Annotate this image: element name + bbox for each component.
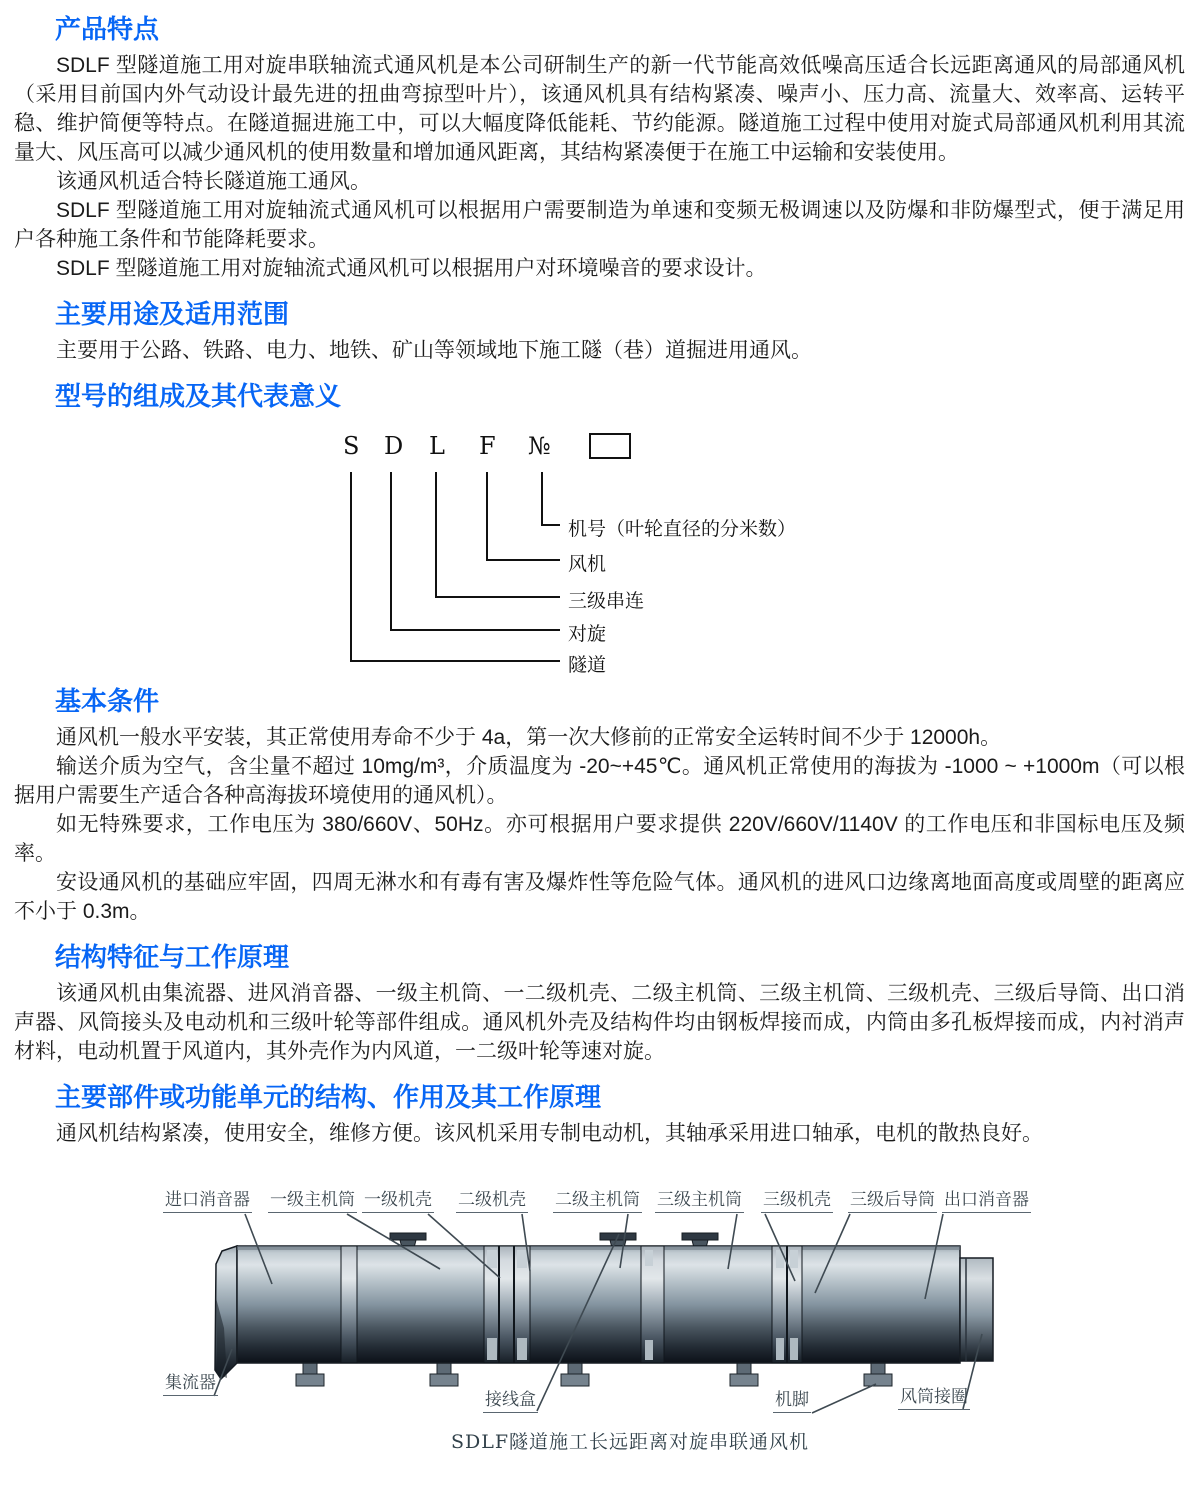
code-letter-l: L	[429, 432, 445, 460]
paragraph: 如无特殊要求，工作电压为 380/660V、50Hz。亦可根据用户要求提供 220V/660V/1140V 的工作电压和非国标电压及频率。	[14, 813, 1185, 865]
paragraph: 主要用于公路、铁路、电力、地铁、矿山等领域地下施工隧（巷）道掘进用通风。	[56, 339, 812, 362]
duct-ring	[960, 1258, 993, 1361]
paragraph: 安设通风机的基础应牢固，四周无淋水和有毒有害及爆炸性等危险气体。通风机的进风口边缘离地面高度或周壁的距离应不小于 0.3m。	[14, 871, 1185, 923]
code-letter-f: F	[479, 432, 496, 460]
fan-label-outlet-silencer: 出口消音器	[942, 1189, 1031, 1213]
code-letter-s: S	[343, 432, 360, 460]
model-label-counter-rotating: 对旋	[568, 623, 607, 645]
fan-label-stage1-main-cylinder: 一级主机筒	[268, 1189, 357, 1213]
model-label-three-stage-series: 三级串连	[568, 590, 645, 612]
model-label-fan: 风机	[568, 553, 607, 575]
fan-label-inlet-silencer: 进口消音器	[163, 1189, 252, 1213]
fan-label-stage2-casing: 二级机壳	[456, 1189, 528, 1213]
paragraph: 通风机一般水平安装，其正常使用寿命不少于 4a，第一次大修前的正常安全运转时间不少于 12000h。	[56, 726, 1002, 749]
fan-label-stage3-casing: 三级机壳	[761, 1189, 833, 1213]
section-heading-structure-principle: 结构特征与工作原理	[55, 942, 290, 972]
fan-label-junction-box: 接线盒	[483, 1389, 538, 1413]
paragraph: SDLF 型隧道施工用对旋串联轴流式通风机是本公司研制生产的新一代节能高效低噪高压适合长远距离通风的局部通风机（采用目前国内外气动设计最先进的扭曲弯掠型叶片），该通风机具有结构紧凑、噪声小、压力高、流量大、效率高、运转平稳、维护简便等特点。在隧道掘进施工中，可以大幅度降低能耗、节约能源。隧道施工过程中使用对旋式局部通风机利用其流量大、风压高可以减少通风机的使用数量和增加通风距离，其结构紧凑便于在施工中运输和安装使用。	[14, 54, 1185, 164]
fan-label-machine-feet: 机脚	[773, 1389, 811, 1413]
model-code-diagram	[0, 418, 1199, 680]
fan-label-stage3-rear-guide: 三级后导筒	[848, 1189, 937, 1213]
fan-diagram-caption: SDLF隧道施工长远距离对旋串联通风机	[450, 1431, 810, 1453]
paragraph: 该通风机由集流器、进风消音器、一级主机筒、一二级机壳、二级主机筒、三级主机筒、三级机壳、三级后导筒、出口消声器、风筒接头及电动机和三级叶轮等部件组成。通风机外壳及结构件均由钢板焊接而成，内筒由多孔板焊接而成，内衬消声材料，电动机置于风道内，其外壳作为内风道，一二级叶轮等速对旋。	[14, 982, 1185, 1063]
fan-label-stage3-main-cylinder: 三级主机筒	[655, 1189, 744, 1213]
paragraph: 通风机结构紧凑，使用安全，维修方便。该风机采用专制电动机，其轴承采用进口轴承，电机的散热良好。	[56, 1122, 1043, 1145]
paragraph: 输送介质为空气，含尘量不超过 10mg/m³，介质温度为 -20~+45℃。通风机正常使用的海拔为 -1000 ~ +1000m（可以根据用户需要生产适合各种高海拔环境使用的通风机）。	[14, 755, 1185, 807]
model-number-box	[589, 433, 631, 459]
model-label-tunnel: 隧道	[568, 654, 607, 676]
fan-label-duct-ring: 风筒接圈	[898, 1386, 970, 1410]
fan-structure-diagram	[0, 1178, 1199, 1461]
section-heading-usage: 主要用途及适用范围	[55, 299, 290, 329]
code-letter-d: D	[384, 432, 404, 460]
section-heading-features: 产品特点	[55, 14, 160, 44]
code-letter-no: №	[528, 432, 551, 460]
model-label-machine-number: 机号（叶轮直径的分米数）	[568, 518, 797, 540]
paragraph: SDLF 型隧道施工用对旋轴流式通风机可以根据用户对环境噪音的要求设计。	[56, 257, 767, 280]
fan-illustration	[0, 1178, 1200, 1461]
paragraph: SDLF 型隧道施工用对旋轴流式通风机可以根据用户需要制造为单速和变频无极调速以及防爆和非防爆型式，便于满足用户各种施工条件和节能降耗要求。	[14, 199, 1185, 251]
section-heading-basic-conditions: 基本条件	[55, 686, 160, 716]
paragraph: 该通风机适合特长隧道施工通风。	[56, 170, 371, 193]
fan-label-collector: 集流器	[163, 1372, 218, 1396]
section-heading-main-components: 主要部件或功能单元的结构、作用及其工作原理	[55, 1082, 602, 1112]
fan-label-stage2-main-cylinder: 二级主机筒	[553, 1189, 642, 1213]
section-heading-model-code: 型号的组成及其代表意义	[55, 381, 342, 411]
fan-label-stage1-casing: 一级机壳	[362, 1189, 434, 1213]
